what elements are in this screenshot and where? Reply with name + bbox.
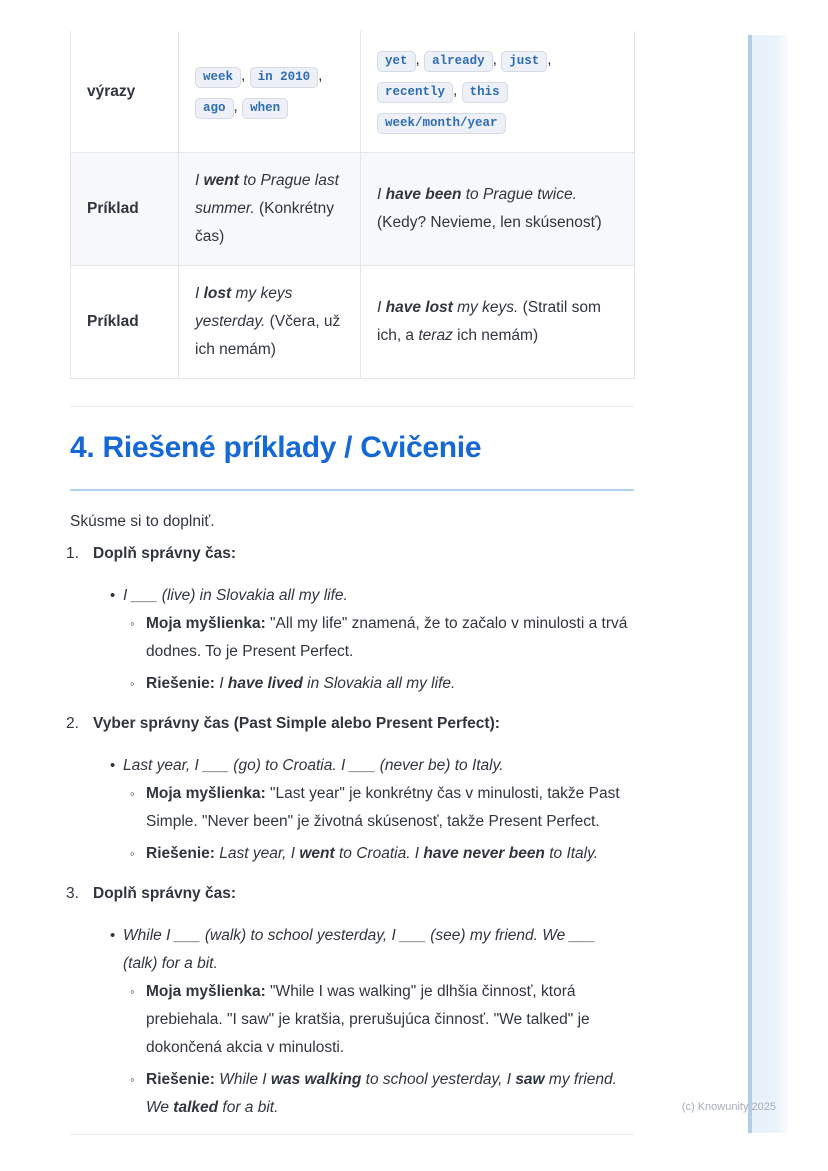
solution-note xyxy=(70,1066,634,1122)
question-text: I ___ (live) in Slovakia all my life. xyxy=(123,587,348,604)
exercise-heading xyxy=(66,880,634,908)
solution-text: Riešenie: I have lived in Slovakia all my life. xyxy=(146,675,456,692)
exercise-title: Vyber správny čas (Past Simple alebo Present Perfect): xyxy=(93,715,500,732)
past-simple-expressions-cell: week , in 2010 , ago , when xyxy=(179,31,361,153)
row-label: výrazy xyxy=(71,31,179,153)
page-edge-highlight-strip xyxy=(748,35,788,1133)
thought-note xyxy=(70,610,634,666)
bullet-circle-icon: ◦ xyxy=(130,616,135,631)
question-text: While I ___ (walk) to school yesterday, I ___ (see) my friend. We ___ (talk) for a bit. xyxy=(123,927,596,972)
present-perfect-expressions-cell: yet , already , just , recently , this week/month/year xyxy=(361,31,635,153)
exercise-heading xyxy=(66,540,634,568)
exercise-number: 1. xyxy=(66,545,79,562)
exercise-question xyxy=(70,752,634,780)
bullet-circle-icon: ◦ xyxy=(130,846,135,861)
past-simple-example-cell: I lost my keys yesterday. (Včera, už ich nemám) xyxy=(179,266,361,379)
exercise-title: Doplň správny čas: xyxy=(93,545,236,562)
bullet-circle-icon: ◦ xyxy=(130,786,135,801)
table-row-vyrazy xyxy=(71,31,635,153)
exercise-title: Doplň správny čas: xyxy=(93,885,236,902)
row-label: Príklad xyxy=(71,266,179,379)
solution-note xyxy=(70,670,634,698)
bullet-circle-icon: ◦ xyxy=(130,676,135,691)
bullet-disc-icon: • xyxy=(110,587,116,604)
tense-comparison-table xyxy=(70,31,635,379)
table-row-priklad-1 xyxy=(71,153,635,266)
exercise-number: 3. xyxy=(66,885,79,902)
copyright-note: (c) Knowunity 2025 xyxy=(681,1101,776,1113)
intro-text: Skúsme si to doplniť. xyxy=(70,513,215,530)
present-perfect-example-cell: I have lost my keys. (Stratil som ich, a teraz ich nemám) xyxy=(361,266,635,379)
bullet-circle-icon: ◦ xyxy=(130,1072,135,1087)
solution-text: Riešenie: While I was walking to school yesterday, I saw my friend. We talked for a bit. xyxy=(146,1071,617,1116)
bullet-circle-icon: ◦ xyxy=(130,984,135,999)
thought-text: Moja myšlienka: "Last year" je konkrétny čas v minulosti, takže Past Simple. "Never been" je životná skúsenosť, takže Present Perfect. xyxy=(146,785,620,830)
thought-text: Moja myšlienka: "All my life" znamená, že to začalo v minulosti a trvá dodnes. To je Present Perfect. xyxy=(146,615,628,660)
page-content xyxy=(66,31,634,1135)
section-heading: 4. Riešené príklady / Cvičenie xyxy=(70,427,634,491)
bullet-disc-icon: • xyxy=(110,757,116,774)
exercise-number: 2. xyxy=(66,715,79,732)
exercise-list xyxy=(66,540,634,1122)
thought-note xyxy=(70,780,634,836)
solution-text: Riešenie: Last year, I went to Croatia. I have never been to Italy. xyxy=(146,845,599,862)
footer-divider xyxy=(70,1134,634,1135)
section-divider xyxy=(70,406,634,407)
thought-note xyxy=(70,978,634,1062)
exercise-question xyxy=(70,582,634,610)
solution-note xyxy=(70,840,634,868)
exercise-1 xyxy=(66,540,634,698)
past-simple-example-cell: I went to Prague last summer. (Konkrétny čas) xyxy=(179,153,361,266)
present-perfect-example-cell: I have been to Prague twice. (Kedy? Nevieme, len skúsenosť) xyxy=(361,153,635,266)
thought-text: Moja myšlienka: "While I was walking" je dlhšia činnosť, ktorá prebiehala. "I saw" je kratšia, prerušujúca činnosť. "We talked" je dokončená akcia v minulosti. xyxy=(146,983,590,1056)
question-text: Last year, I ___ (go) to Croatia. I ___ (never be) to Italy. xyxy=(123,757,504,774)
exercise-heading xyxy=(66,710,634,738)
exercise-3 xyxy=(66,880,634,1122)
table-row-priklad-2 xyxy=(71,266,635,379)
exercise-question xyxy=(70,922,634,978)
bullet-disc-icon: • xyxy=(110,927,116,944)
exercise-2 xyxy=(66,710,634,868)
row-label: Príklad xyxy=(71,153,179,266)
